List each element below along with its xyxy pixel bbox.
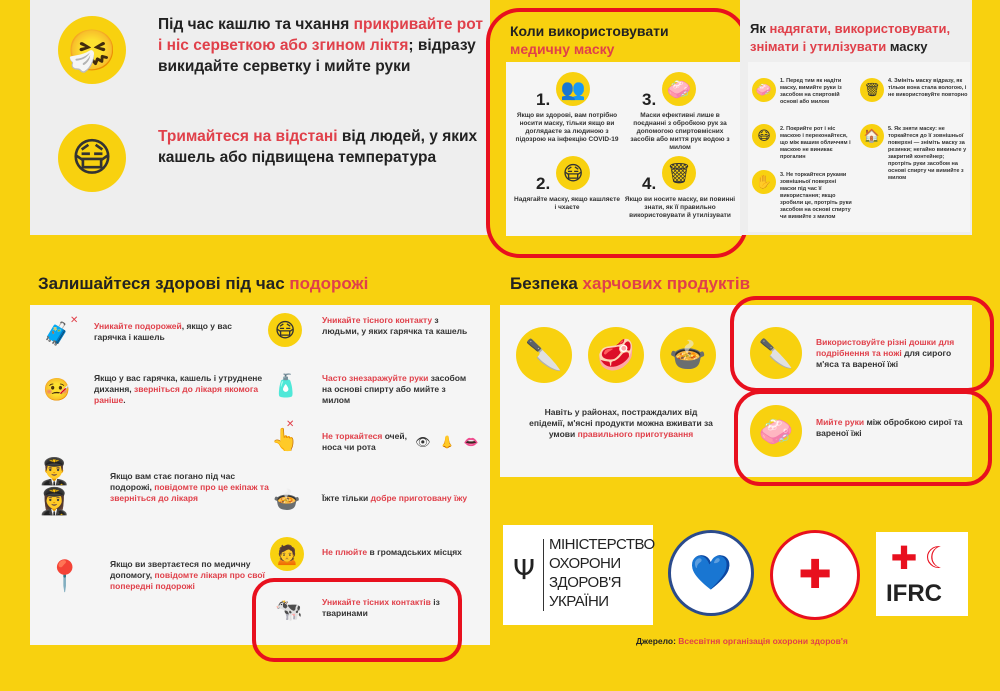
step-number: 4. (642, 174, 657, 193)
handwash-icon: 🧼 (758, 414, 794, 448)
handwash-icon: 🧼 (666, 77, 692, 101)
travel-item-7: Не торкайтеся очей, носа чи рота (322, 431, 407, 452)
mask-when-text-4: Якщо ви носите маску, ви повинні знати, як її правильно використовувати й утилізувати (624, 196, 736, 219)
red-cross-ua-logo (770, 530, 860, 620)
commissioner-logo (668, 530, 754, 616)
crew-icon: 👨‍✈️👩‍✈️ (38, 457, 71, 517)
step-number: 1. (536, 90, 551, 109)
travel-item-4: Якщо ви звертаєтеся по медичну допомогу, повідомте лікаря про свої попередні подорожі (110, 559, 265, 591)
mask-when-text-1: Якщо ви здорові, вам потрібно носити маску, тільки якщо ви доглядаєте за людиною з підозрою на інфекцію COVID-19 (515, 112, 619, 143)
travel-title: Залишайтеся здорові під час подорожі (38, 274, 369, 293)
distance-text: Тримайтеся на відстані від людей, у яких кашель або підвищена температура (158, 128, 478, 166)
food-boards-text: Використовуйте різні дошки для подрібнення та ножі для сирого м'яса та вареної їжі (816, 337, 955, 369)
step-number: 3. (642, 90, 657, 109)
person-icon: 🙍 (274, 542, 300, 566)
cross-mark-icon: ✕ (70, 315, 79, 326)
caregiver-icon: 👥 (560, 77, 586, 101)
cough-text: Під час кашлю та чхання прикривайте рот і ніс серветкою або згином ліктя; відразу викидайте серветку і мийте руки (158, 16, 483, 75)
knife-board-icon: 🔪 (525, 337, 563, 373)
animal-icon: 🐄 (275, 597, 303, 623)
mask-how-step-4: 4. Змініть маску відразу, як тільки вона стала вологою, і не використовуйте повторно (888, 78, 968, 98)
mask-how-step-5: 5. Як зняти маску: не торкайтеся до її зовнішньої поверхні — зніміть маску за резинки; негайно викиньте у закритий контейнер; протріть руки засобом на основі спирту чи вимийте з милом (888, 126, 967, 181)
mask-how-step-3: 3. Не торкайтеся руками зовнішньої поверхні маски під час її використання; якщо зробили це, протріть руки засобом на основі спирту чи вимийте з милом (780, 172, 852, 220)
trash-bin-icon: 🗑 (863, 82, 881, 98)
trident-icon: Ψ (512, 552, 536, 586)
highlight-ring-boards (730, 296, 994, 392)
ifrc-text: IFRC (886, 580, 942, 607)
travel-item-10: Уникайте тісних контактів із тваринами (322, 597, 440, 618)
cough-distance-panel (30, 0, 490, 235)
mask-how-panel (740, 0, 972, 235)
food-title: Безпека харчових продуктів (510, 274, 751, 293)
mask-when-text-3: Маски ефективні лише в поєднанні з обробкою рук за допомогою спиртовмісних засобів або миття рук водою з милом (630, 112, 730, 151)
masked-woman-icon: 😷 (562, 161, 584, 185)
travel-item-3: Якщо вам стає погано під час подорожі, повідомте про це екіпаж та зверніться до лікаря (110, 471, 269, 503)
red-cross-icon: ✚ (890, 539, 918, 577)
step-number: 2. (536, 174, 551, 193)
travel-item-9: Не плюйте в громадських місцях (322, 547, 462, 557)
highlight-ring-animals (252, 578, 462, 662)
mask-face-icon: 😷 (757, 128, 771, 144)
route-map-icon: 📍 (46, 558, 84, 594)
cooking-pot-icon: 🍲 (669, 337, 707, 373)
red-crescent-icon: ☾ (924, 540, 952, 576)
masked-person-icon: 😷 (71, 135, 113, 181)
masked-person-icon: 😷 (274, 318, 296, 342)
heart-hands-icon: 💙 (689, 553, 733, 593)
cooking-pot-icon: 🍲 (273, 487, 301, 513)
pointing-hand-icon: 👆 (271, 427, 299, 453)
coughing-person-icon: 🤧 (67, 27, 117, 74)
handwash-icon: 🧼 (755, 82, 773, 98)
ifrc-logo (876, 532, 968, 616)
meat-icon: 🥩 (597, 337, 635, 373)
sick-person-icon: 🤒 (43, 377, 71, 403)
food-wash-text: Мийте руки між обробкою сирої та вареної їжі (816, 417, 963, 438)
moz-text: МІНІСТЕРСТВО ОХОРОНИ ЗДОРОВ'Я УКРАЇНИ (549, 536, 655, 610)
travel-item-1: Уникайте подорожей, якщо у вас гарячка і кашель (94, 321, 232, 342)
mask-when-title: Коли використовувати медичну маску (510, 23, 669, 57)
moz-divider (543, 539, 544, 611)
mask-how-card (748, 62, 970, 232)
travel-item-8: Їжте тільки добре приготовану їжу (322, 493, 468, 503)
highlight-ring-mask (486, 8, 748, 258)
red-cross-icon: ✚ (798, 552, 832, 598)
travel-item-2: Якщо у вас гарячка, кашель і утруднене дихання, зверніться до лікаря якомога раніше. (94, 373, 263, 405)
cross-mark-icon: ✕ (286, 419, 295, 430)
mouth-icon: 👄 (463, 435, 479, 449)
mask-how-step-2: 2. Покрийте рот і ніс маскою і переконайтеся, що між вашим обличчям і маскою не виникає прогалин (780, 126, 851, 160)
mask-how-step-1: 1. Перед тим як надіти маску, вимийте руки із засобом на спиртовій основі або милом (780, 78, 842, 105)
nose-icon: 👃 (439, 435, 455, 449)
eye-icon: 👁 (415, 435, 431, 449)
food-left-text: Навіть у районах, постраждалих від епідемії, м'ясні продукти можна вживати за умови правильного приготування (529, 407, 713, 439)
sanitizer-icon: 🧴 (272, 373, 300, 399)
travel-item-5: Уникайте тісного контакту з людьми, у яких гарячка та кашель (322, 315, 468, 336)
source-line: Джерело: Всесвітня організація охорони здоров'я (636, 636, 848, 646)
highlight-ring-wash (734, 390, 992, 486)
no-touch-icon: ✋ (755, 174, 773, 190)
travel-item-6: Часто знезаражуйте руки засобом на основі спирту або мийте з милом (322, 373, 467, 405)
trash-bin-icon: 🗑 (666, 161, 692, 185)
mask-when-text-2: Надягайте маску, якщо кашляєте і чхаєте (514, 196, 620, 211)
mask-how-title: Як надягати, використовувати, знімати і утилізувати маску (750, 21, 951, 54)
knife-board-icon: 🔪 (758, 336, 794, 370)
moz-logo (503, 525, 653, 625)
suitcase-icon: 🧳 (43, 321, 71, 347)
remove-mask-icon: 🏠 (863, 128, 881, 144)
